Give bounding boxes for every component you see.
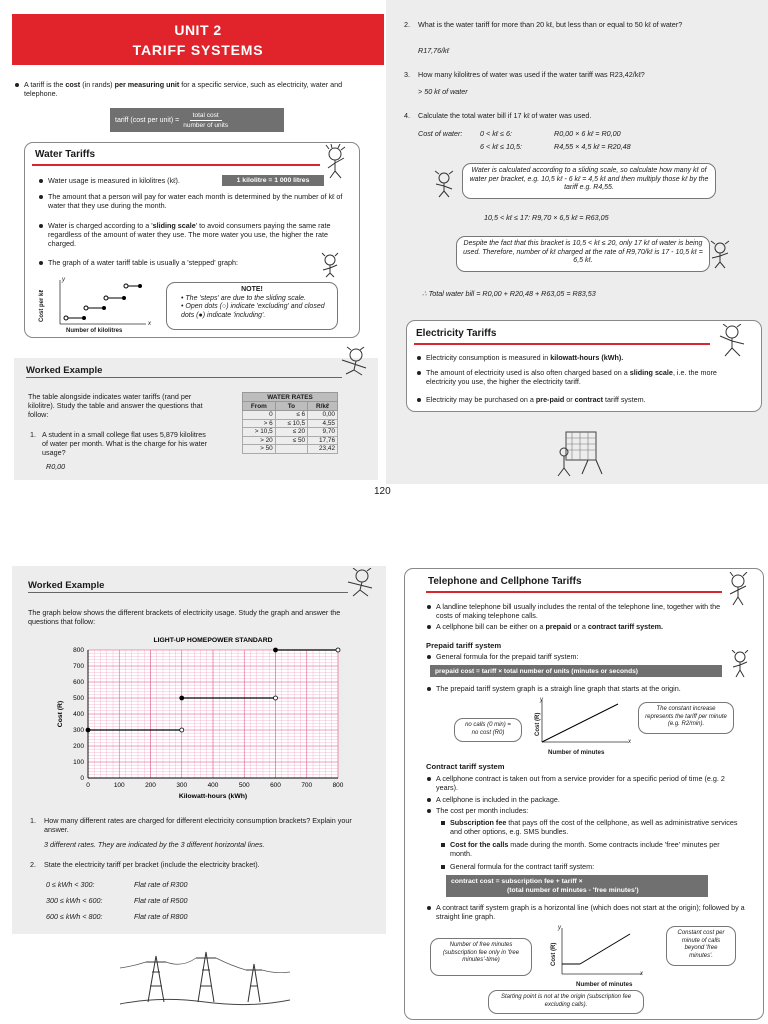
cartoon-runner-icon	[342, 568, 380, 598]
table-row: > 10,5 ≤ 20 9,70	[243, 428, 338, 437]
contract-bullet-1: A cellphone contract is taken out from a service provider for a specific period of time (e.g. 2 years).	[426, 774, 736, 792]
chart-y-tick-label: 600	[73, 679, 84, 687]
water-bullet-1: Water usage is measured in kilolitres (kℓ).	[38, 176, 218, 185]
q3-number: 3.	[404, 70, 410, 79]
worked-example-title: Worked Example	[26, 365, 103, 376]
prepaid-formula: prepaid cost = tariff × total number of units (minutes or seconds)	[430, 665, 722, 677]
sliding-scale-note: Water is calculated according to a sliding scale, so calculate how many kℓ of water per bracket, e.g. 10,5 kℓ - 6 kℓ = 4,5 kℓ and then multiply those kℓ by the tariff e.g. R4,55.	[462, 163, 716, 199]
constant-increase-note: The constant increase represents the tariff per minute (e.g. R2/min).	[638, 702, 734, 734]
q2-text: What is the water tariff for more than 20 kℓ, but less than or equal to 50 kℓ of water?	[418, 20, 683, 29]
page-tariff-systems	[0, 0, 386, 484]
chart-x-tick-label: 100	[113, 782, 125, 789]
page-number: 120	[374, 486, 391, 497]
col-from: From	[243, 402, 276, 411]
total-water-bill: ∴ Total water bill = R0,00 + R20,48 + R63,05 = R83,53	[422, 289, 596, 298]
prepaid-xlabel: Number of minutes	[548, 749, 605, 756]
prepaid-ylabel: Cost (R)	[535, 712, 541, 736]
electricity-chart	[28, 630, 368, 810]
q1-answer: R0,00	[46, 462, 66, 471]
q1-text: A student in a small college flat uses 5,879 kilolitres of water per month. What is the charge for his water usage?	[42, 430, 207, 457]
stepped-axis-y: y	[62, 277, 65, 283]
chart-x-tick-label: 400	[207, 782, 219, 789]
q1-answer: 3 different rates. They are indicated by the 3 different horizontal lines.	[44, 840, 265, 849]
q2-number: 2.	[404, 20, 410, 29]
cartoon-girl-icon	[430, 170, 460, 198]
table-row: > 6 ≤ 10,5 4,55	[243, 419, 338, 428]
note-2: • Open dots (○) indicate 'excluding' and closed dots (●) indicate 'including'.	[181, 303, 325, 319]
q1-number: 1.	[30, 430, 36, 439]
power-lines-illustration-icon	[120, 946, 290, 1010]
contract-xlabel: Number of minutes	[576, 981, 633, 988]
q3-answer: > 50 kℓ of water	[418, 87, 468, 96]
water-rates-table	[242, 392, 338, 454]
tel-bullet-2: A cellphone bill can be either on a prepaid or a contract tariff system.	[426, 622, 746, 631]
contract-sub-1: Subscription fee that pays off the cost of the cellphone, as well as administrative services and other options, e.g. SMS bundles.	[440, 818, 746, 836]
constant-cost-note: Constant cost per minute of calls beyond 'free minutes'.	[666, 926, 736, 966]
chart-y-tick-label: 200	[73, 743, 84, 751]
contract-axis-y: y	[558, 925, 561, 931]
chart-y-tick-label: 700	[73, 663, 84, 671]
chart-segment-start-dot	[86, 728, 90, 732]
bracket-note: Despite the fact that this bracket is 10,5 < kℓ ≤ 20, only 17 kℓ of water is being used. Therefore, number of kℓ charged at the rate of R9,70/kℓ is 17 - 10,5 kℓ = 6,5 kℓ.	[456, 236, 710, 272]
col-rate: R/kℓ	[308, 402, 338, 411]
electricity-tariffs-title: Electricity Tariffs	[416, 328, 497, 339]
rate2-range: 300 ≤ kWh < 600:	[46, 896, 103, 905]
page-telephone-tariffs	[396, 566, 768, 1024]
stepped-axis-x: x	[148, 321, 151, 327]
cartoon-phone-user-icon	[722, 572, 756, 606]
note-1: • The 'steps' are due to the sliding scale.	[181, 294, 306, 302]
chart-y-tick-label: 300	[73, 727, 84, 735]
chart-x-tick-label: 0	[86, 782, 90, 789]
contract-axis-x: x	[640, 971, 643, 977]
rate3-range: 600 ≤ kWh < 800:	[46, 912, 103, 921]
calc3: 10,5 < kℓ ≤ 17: R9,70 × 6,5 kℓ = R63,05	[484, 213, 609, 222]
q4-number: 4.	[404, 111, 410, 120]
calc2-range: 6 < kℓ ≤ 10,5:	[480, 142, 523, 151]
contract-graph	[550, 924, 646, 980]
chart-x-tick-label: 800	[332, 782, 344, 789]
contract-sub-2: Cost for the calls made during the month. Some contracts include 'free' minutes per month.	[440, 840, 732, 858]
starting-point-note: Starting point is not at the origin (subscription fee excluding calls).	[488, 990, 644, 1014]
cartoon-girl-icon	[320, 144, 352, 180]
rate2-value: Flat rate of R500	[134, 896, 188, 905]
tariff-formula: tariff (cost per unit) = total cost number of units	[110, 108, 284, 132]
cost-of-water-label: Cost of water:	[418, 129, 463, 138]
prepaid-heading: Prepaid tariff system	[426, 641, 502, 650]
contract-bullet-3: The cost per month includes:	[426, 806, 736, 815]
worked-underline	[26, 377, 342, 378]
calc1-range: 0 < kℓ ≤ 6:	[480, 129, 513, 138]
water-bullet-2: The amount that a person will pay for water each month is determined by the number of kℓ of water that they use during the month.	[38, 192, 344, 210]
chart-y-tick-label: 800	[73, 647, 84, 655]
col-to: To	[275, 402, 307, 411]
rate1-range: 0 ≤ kWh < 300:	[46, 880, 95, 889]
chart-segment-start-dot	[274, 648, 278, 652]
page-water-electricity	[386, 0, 768, 484]
cartoon-thinker-icon	[706, 240, 734, 270]
chart-title: LIGHT-UP HOMEPOWER STANDARD	[153, 637, 273, 644]
q1-text: How many different rates are charged for different electricity consumption brackets? Explain your answer.	[44, 816, 352, 834]
prepaid-bullet-2: The prepaid tariff system graph is a straigh line graph that starts at the origin.	[426, 684, 756, 693]
stepped-graph-ylabel: Cost per kℓ	[39, 289, 45, 322]
graph-intro: The graph below shows the different brackets of electricity usage. Study the graph and answer the questions that follow:	[28, 608, 341, 626]
q3-text: How many kilolitres of water was used if the water tariff was R23,42/kℓ?	[418, 70, 645, 79]
contract-heading: Contract tariff system	[426, 762, 505, 771]
contract-formula: contract cost = subscription fee + tariff × (total number of minutes - 'free minutes')	[446, 875, 708, 897]
prepaid-axis-y: y	[540, 697, 543, 703]
chart-y-tick-label: 0	[80, 775, 84, 783]
q2-text: State the electricity tariff per bracket (include the electricity bracket).	[44, 860, 260, 869]
prepaid-axis-x: x	[628, 739, 631, 745]
water-rates-title: WATER RATES	[243, 393, 338, 402]
chart-segment-end-dot	[336, 648, 340, 652]
chart-x-tick-label: 500	[238, 782, 250, 789]
table-row: 0 ≤ 6 0,00	[243, 411, 338, 420]
telephone-title: Telephone and Cellphone Tariffs	[428, 576, 582, 587]
page-electricity-example	[0, 566, 386, 1024]
q4-text: Calculate the total water bill if 17 kℓ of water was used.	[418, 111, 592, 120]
chart-segment-start-dot	[180, 696, 184, 700]
unit-title: TARIFF SYSTEMS	[132, 42, 264, 58]
chart-x-tick-label: 600	[270, 782, 281, 789]
tariff-definition: A tariff is the cost (in rands) per measuring unit for a specific service, such as electricity, water and telephone.	[14, 80, 366, 98]
rate1-value: Flat rate of R300	[134, 880, 188, 889]
q2-number: 2.	[30, 860, 36, 869]
unit-banner	[12, 14, 384, 65]
chart-y-tick-label: 500	[73, 695, 84, 703]
cartoon-thinker-icon	[728, 650, 752, 678]
chart-x-tick-label: 700	[301, 782, 313, 789]
chart-y-tick-label: 400	[73, 711, 84, 719]
chart-y-label: Cost (R)	[57, 700, 64, 728]
calc2-value: R4,55 × 4,5 kℓ = R20,48	[554, 142, 631, 151]
contract-sub-3: General formula for the contract tariff system:	[440, 862, 732, 871]
title-underline	[426, 591, 722, 593]
worked-underline	[28, 592, 348, 593]
title-underline	[414, 343, 710, 345]
cartoon-thinker-icon	[318, 252, 342, 278]
prepaid-graph	[532, 696, 632, 748]
water-tariffs-title: Water Tariffs	[35, 149, 96, 160]
contract-bullet-2: A cellphone is included in the package.	[426, 795, 736, 804]
table-row: > 20 ≤ 50 17,76	[243, 436, 338, 445]
prepaid-bullet-1: General formula for the prepaid tariff system:	[426, 652, 706, 661]
cartoon-electricity-worker-icon	[552, 422, 612, 478]
note-box	[166, 282, 338, 330]
q2-answer: R17,76/kℓ	[418, 46, 450, 55]
elec-bullet-3: Electricity may be purchased on a pre-paid or contract tariff system.	[416, 395, 746, 404]
rate3-value: Flat rate of R800	[134, 912, 188, 921]
kilolitre-conversion: 1 kilolitre = 1 000 litres	[222, 175, 324, 186]
unit-label: UNIT 2	[174, 22, 222, 38]
chart-x-tick-label: 200	[145, 782, 156, 789]
calc1-value: R0,00 × 6 kℓ = R0,00	[554, 129, 621, 138]
elec-bullet-1: Electricity consumption is measured in kilowatt-hours (kWh).	[416, 353, 746, 362]
contract-bullet-4: A contract tariff system graph is a horizontal line (which does not start at the origin); followed by a straight line graph.	[426, 903, 756, 921]
table-intro: The table alongside indicates water tariffs (rand per kilolitre). Study the table and answer the questions that follow:	[28, 392, 203, 419]
stepped-graph-xlabel: Number of kilolitres	[66, 328, 123, 334]
chart-segment-end-dot	[274, 696, 278, 700]
chart-segment-end-dot	[180, 728, 184, 732]
q1-number: 1.	[30, 816, 36, 825]
chart-x-label: Kilowatt-hours (kWh)	[178, 793, 248, 800]
worked-example-title: Worked Example	[28, 580, 105, 591]
free-minutes-note: Number of free minutes (subscription fee only in 'free minutes'-time)	[430, 938, 532, 976]
table-row: > 50 23,42	[243, 445, 338, 454]
elec-bullet-2: The amount of electricity used is also often charged based on a sliding scale, i.e. the more electricity you use, the higher the electricity tariff.	[416, 368, 726, 386]
title-underline	[32, 164, 320, 166]
note-title: NOTE!	[241, 286, 263, 293]
water-bullet-4: The graph of a water tariff table is usually a 'stepped' graph:	[38, 258, 318, 267]
chart-y-tick-label: 100	[73, 759, 84, 767]
cartoon-runner-icon	[334, 346, 374, 376]
chart-x-tick-label: 300	[176, 782, 188, 789]
no-calls-note: no calls (0 min) = no cost (R0)	[454, 718, 522, 742]
water-bullet-3: Water is charged according to a 'sliding scale' to avoid consumers paying the same rate regardless of the amount of water they use. The more water you use, the higher the rate charged.	[38, 221, 348, 248]
tel-bullet-1: A landline telephone bill usually includes the rental of the telephone line, together with the costs of making telephone calls.	[426, 602, 726, 620]
contract-ylabel: Cost (R)	[551, 942, 557, 966]
